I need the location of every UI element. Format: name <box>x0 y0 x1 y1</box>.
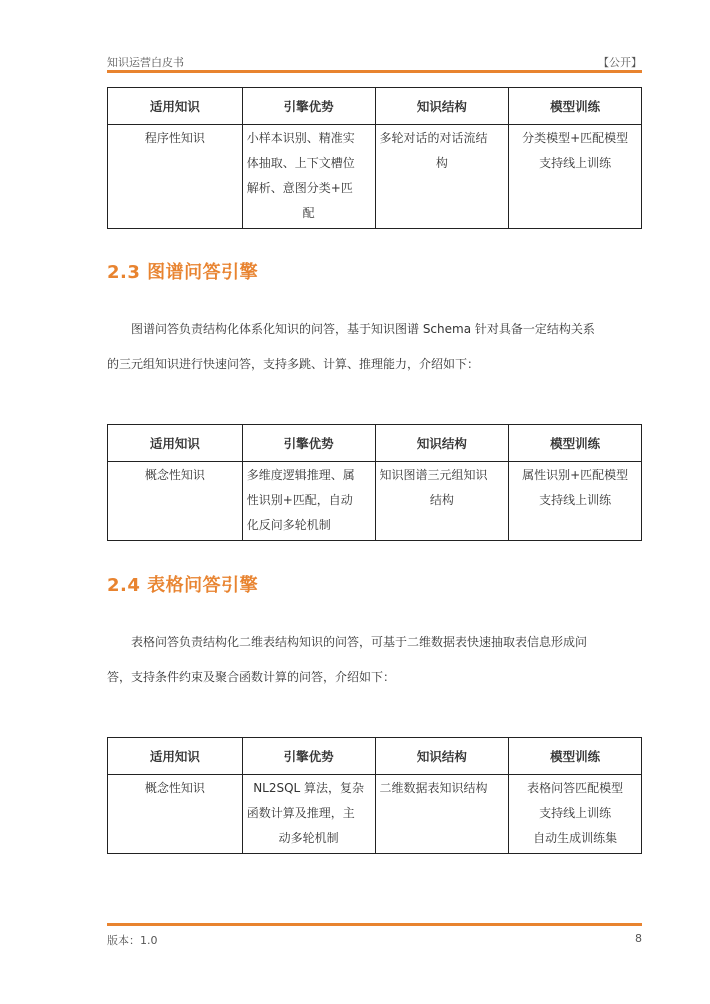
engine-table-graph <box>107 424 642 541</box>
cell-line: NL2SQL 算法，复杂 <box>253 781 365 795</box>
cell-advantages <box>242 775 375 854</box>
paragraph-line: 表格问答负责结构化二维表结构知识的问答，可基于二维数据表快速抽取表信息形成问 <box>131 635 588 649</box>
cell-line: 支持线上训练 <box>539 493 612 507</box>
cell-line: 性识别+匹配，自动 <box>246 493 353 507</box>
section-paragraph <box>107 321 642 372</box>
cell-line: 支持线上训练 <box>539 156 612 170</box>
column-header-knowledge: 适用知识 <box>108 88 243 125</box>
cell-line: 属性识别+匹配模型 <box>522 468 629 482</box>
cell-knowledge <box>108 462 243 541</box>
column-header-training: 模型训练 <box>509 425 642 462</box>
cell-text: 概念性知识 <box>144 468 205 482</box>
cell-line: 知识图谱三元组知识 <box>379 468 488 482</box>
cell-line: 函数计算及推理，主 <box>246 806 355 820</box>
engine-table-dialog <box>107 87 642 229</box>
column-header-advantages: 引擎优势 <box>242 738 375 775</box>
cell-line: 动多轮机制 <box>278 831 339 845</box>
section-title-graph-qa: 2.3 图谱问答引擎 <box>107 262 259 283</box>
cell-line: 自动生成训练集 <box>533 831 618 845</box>
cell-line: 化反问多轮机制 <box>246 518 331 532</box>
classification-label: 【公开】 <box>598 56 642 69</box>
cell-training <box>509 462 642 541</box>
cell-advantages <box>242 462 375 541</box>
header-rule <box>107 70 642 73</box>
cell-structure <box>375 462 509 541</box>
cell-advantages <box>242 125 375 229</box>
section-title-table-qa: 2.4 表格问答引擎 <box>107 575 259 596</box>
table-header-row <box>108 88 642 125</box>
column-header-knowledge: 适用知识 <box>108 425 243 462</box>
column-header-structure: 知识结构 <box>375 425 509 462</box>
cell-training <box>509 125 642 229</box>
cell-line: 分类模型+匹配模型 <box>522 131 629 145</box>
cell-line: 多轮对话的对话流结 <box>379 131 488 145</box>
footer-rule <box>107 923 642 926</box>
cell-text: 程序性知识 <box>144 131 205 145</box>
column-header-structure: 知识结构 <box>375 88 509 125</box>
column-header-structure: 知识结构 <box>375 738 509 775</box>
cell-structure <box>375 125 509 229</box>
cell-line: 多维度逻辑推理、属 <box>246 468 355 482</box>
cell-knowledge <box>108 775 243 854</box>
cell-line: 结构 <box>429 493 454 507</box>
table-header-row <box>108 425 642 462</box>
table-row <box>108 775 642 854</box>
page-number: 8 <box>635 932 642 945</box>
cell-line: 解析、意图分类+匹 <box>246 181 353 195</box>
cell-line: 体抽取、上下文槽位 <box>246 156 355 170</box>
column-header-knowledge: 适用知识 <box>108 738 243 775</box>
paragraph-line: 图谱问答负责结构化体系化知识的问答，基于知识图谱 Schema 针对具备一定结构关系 <box>131 322 595 336</box>
table-header-row <box>108 738 642 775</box>
column-header-training: 模型训练 <box>509 88 642 125</box>
cell-knowledge <box>108 125 243 229</box>
cell-line: 表格问答匹配模型 <box>527 781 624 795</box>
engine-table-tabular <box>107 737 642 854</box>
paragraph-line: 答，支持条件约束及聚合函数计算的问答，介绍如下： <box>107 670 396 684</box>
column-header-advantages: 引擎优势 <box>242 88 375 125</box>
section-paragraph <box>107 634 642 685</box>
document-title: 知识运营白皮书 <box>107 56 184 69</box>
cell-line: 小样本识别、精准实 <box>246 131 355 145</box>
paragraph-line: 的三元组知识进行快速问答，支持多跳、计算、推理能力，介绍如下： <box>107 357 480 371</box>
cell-structure <box>375 775 509 854</box>
column-header-training: 模型训练 <box>509 738 642 775</box>
cell-line: 支持线上训练 <box>539 806 612 820</box>
cell-line: 二维数据表知识结构 <box>379 781 488 795</box>
cell-training <box>509 775 642 854</box>
cell-line: 配 <box>302 206 315 220</box>
cell-line: 构 <box>435 156 448 170</box>
table-row <box>108 125 642 229</box>
version-label: 版本：1.0 <box>107 934 158 947</box>
table-row <box>108 462 642 541</box>
column-header-advantages: 引擎优势 <box>242 425 375 462</box>
cell-text: 概念性知识 <box>144 781 205 795</box>
